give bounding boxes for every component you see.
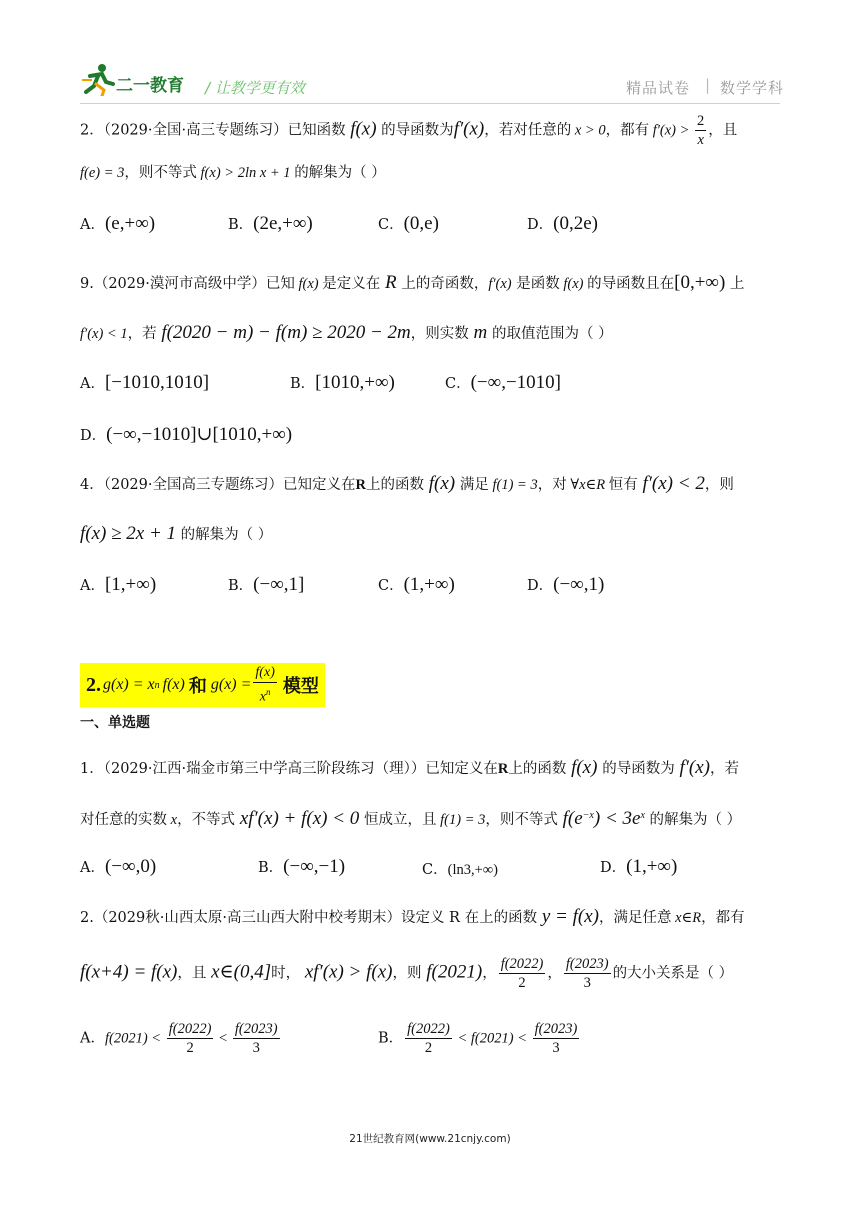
option-c[interactable]: C．(ln3,+∞) (422, 862, 498, 878)
fraction-f2022-over-2: $\frac{f(2022)}{2}$ (500, 956, 544, 991)
brand-name: 二一教育 (116, 76, 184, 96)
subsection-title: 一、单选题 (80, 715, 150, 731)
question-9-line2: f′(x) < 1，若 f(2020 − m) − f(m) ≥ 2020 − 2m，则实数 m 的取值范围为（ ） (80, 322, 613, 343)
option-a[interactable]: A．f(2021) < $\frac{f(2022)}{2}$ < $\frac{f(2023)}{3}$ (80, 1021, 278, 1056)
question-9-line1: 9.（2029·漠河市高级中学）已知 f(x) 是定义在 R 上的奇函数，f′(x) 是函数 f(x) 的导函数且在[0,+∞) 上 (80, 272, 745, 293)
option-d[interactable]: D．(−∞,1) (527, 574, 605, 595)
header-divider: | (705, 76, 712, 94)
question-4-line2: f(x) ≥ 2x + 1 的解集为（ ） (80, 523, 273, 544)
option-c[interactable]: C．(0,e) (378, 213, 439, 234)
brand-logo (80, 62, 210, 98)
option-b[interactable]: B．(−∞,−1) (258, 856, 346, 877)
option-c[interactable]: C．(−∞,−1010] (445, 372, 561, 393)
section-heading: 2. g(x) = x n f(x) 和 g(x) = $\frac{f(x)}{x^n}$ 模型 (80, 663, 325, 707)
subject: 数学学科 (720, 79, 785, 97)
question-2a-line1: 2．（2029·全国·高三专题练习）已知函数 f(x) 的导函数为f′(x)，若对任意的 x > 0，都有 f′(x) > $\frac{2}{x}$ ，且 (80, 113, 738, 148)
option-a[interactable]: A．(−∞,0) (80, 856, 157, 877)
option-a[interactable]: A．(e,+∞) (80, 213, 156, 234)
runner-icon (80, 62, 116, 96)
option-b[interactable]: B．[1010,+∞) (290, 372, 395, 393)
paper-type: 精品试卷 (626, 79, 691, 97)
option-a[interactable]: A．[−1010,1010] (80, 372, 210, 393)
option-b[interactable]: B．(2e,+∞) (228, 213, 313, 234)
option-a[interactable]: A．[1,+∞) (80, 574, 157, 595)
question-4-line1: 4．（2029·全国高三专题练习）已知定义在R上的函数 f(x) 满足 f(1) = 3，对 ∀x∈R 恒有 f′(x) < 2，则 (80, 473, 734, 494)
question-s2-line1: 2.（2029秋·山西太原·高三山西大附中校考期末）设定义 R 在上的函数 y = f(x)，满足任意 x∈R，都有 (80, 906, 745, 927)
option-d[interactable]: D．(−∞,−1010]∪[1010,+∞) (80, 424, 293, 445)
option-b[interactable]: B． $\frac{f(2022)}{2}$ < f(2021) < $\frac{f(2023)}{3}$ (378, 1021, 578, 1056)
option-d[interactable]: D．(0,2e) (527, 213, 598, 234)
slogan: / 让教学更有效 (205, 79, 305, 97)
question-2a-line2: f(e) = 3，则不等式 f(x) > 2ln x + 1 的解集为（ ） (80, 165, 386, 181)
header-rule (80, 103, 780, 104)
footer-source: 21世纪教育网(www.21cnjy.com) (349, 1133, 511, 1145)
fraction-f-over-xn: $\frac{f(x)}{x^n}$ (255, 664, 275, 705)
fraction-2-over-x: $\frac{2}{x}$ (697, 113, 705, 148)
fraction-f2023-over-3: $\frac{f(2023)}{3}$ (565, 956, 609, 991)
question-s2-line2: f(x+4) = f(x)，且 x∈(0,4]时， xf′(x) > f(x)，则 f(2021)， $\frac{f(2022)}{2}$ ， $\frac{f(2023)}{3}$ 的大小关系是（ ） (80, 956, 734, 991)
question-s1-line2: 对任意的实数 x，不等式 xf′(x) + f(x) < 0 恒成立，且 f(1) = 3，则不等式 $f(e^{-x}) < 3e^x$ 的解集为（ ） (80, 807, 742, 829)
option-d[interactable]: D．(1,+∞) (600, 856, 678, 877)
option-b[interactable]: B．(−∞,1] (228, 574, 305, 595)
question-s1-line1: 1．（2029·江西·瑞金市第三中学高三阶段练习（理））已知定义在R上的函数 f(x) 的导函数为 f′(x)，若 (80, 757, 739, 778)
option-c[interactable]: C．(1,+∞) (378, 574, 455, 595)
